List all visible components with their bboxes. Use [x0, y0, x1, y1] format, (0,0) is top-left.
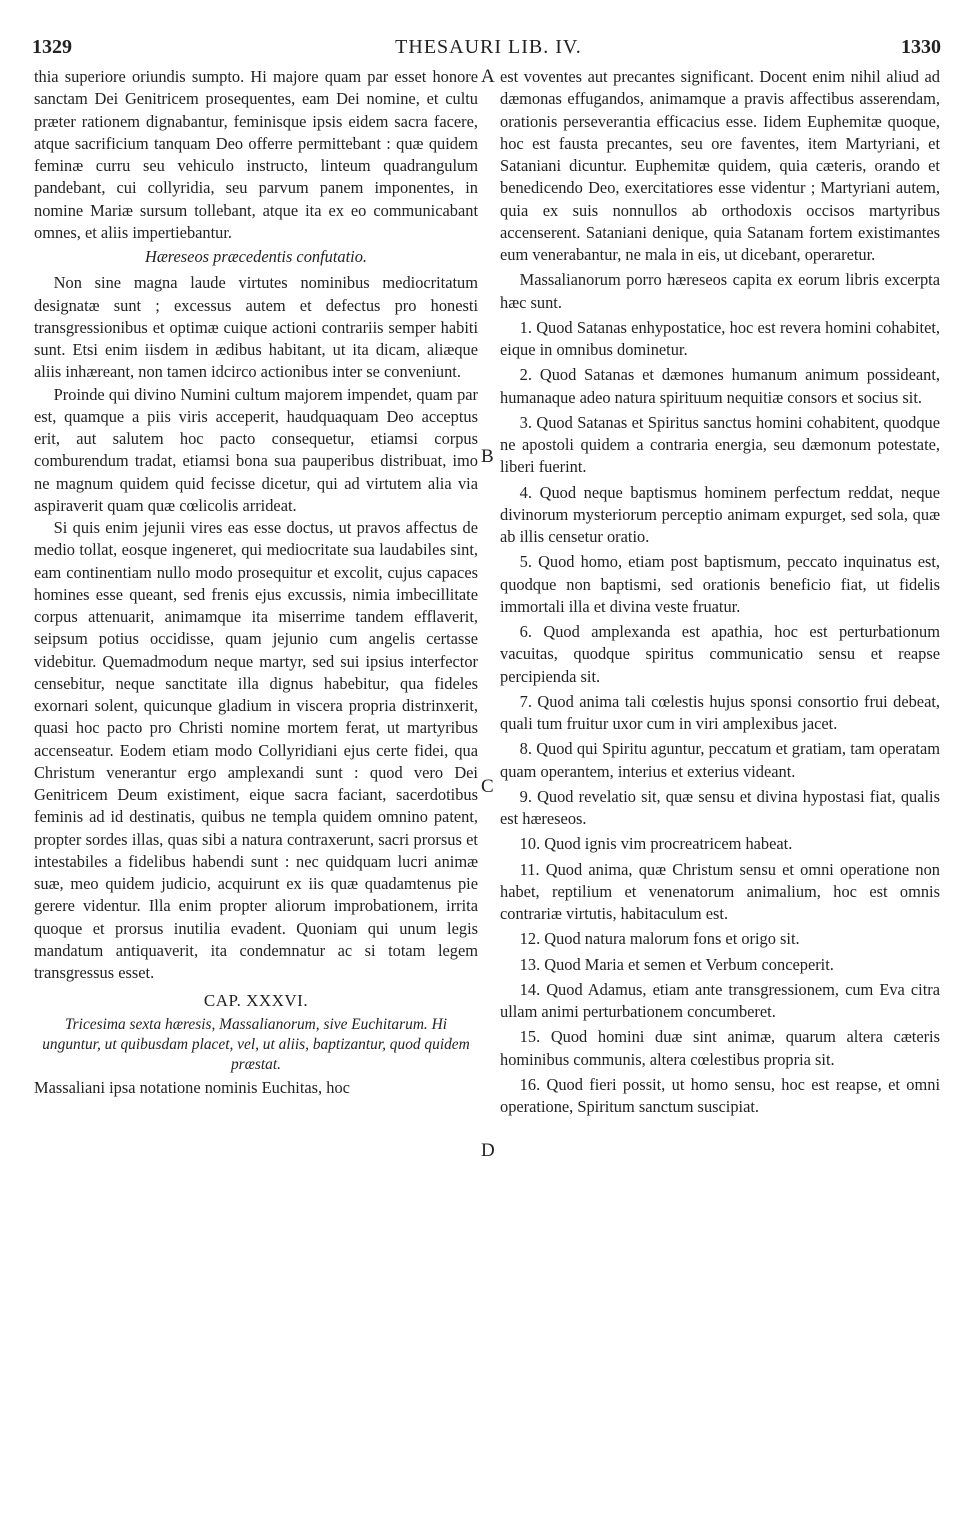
list-item: 16. Quod fieri possit, ut homo sensu, hoc est reapse, et omni operatione, Spiritum sanctum suscipiat.: [500, 1074, 940, 1116]
list-item: 14. Quod Adamus, etiam ante transgressionem, cum Eva citra ullam animi perturbationem concumberet.: [500, 979, 940, 1021]
section-heading: Hæreseos præcedentis confutatio.: [144, 247, 367, 266]
list-item: 9. Quod revelatio sit, quæ sensu et divina hypostasi fiat, qualis est hæreseos.: [500, 786, 940, 828]
list-item: 10. Quod ignis vim procreatricem habeat.: [519, 834, 793, 854]
margin-letter-a: A: [481, 66, 495, 87]
list-item: 1. Quod Satanas enhypostatice, hoc est revera homini cohabitet, eique in omnibus dominetur.: [500, 317, 940, 359]
list-item: 13. Quod Maria et semen et Verbum conceperit.: [519, 954, 834, 974]
paragraph: Non sine magna laude virtutes nominibus mediocritatum designatæ sunt ; excessus autem et defectus pro honesti transgressionibus et optimæ cuique actioni contrariis semper habiti sunt. Etsi enim iisdem in ædibus habitant, ut ita dicam, aliæque aliis inhæreant, non tamen idcirco actionibus inter se conveniunt.: [34, 273, 478, 382]
list-item: 8. Quod qui Spiritu aguntur, peccatum et gratiam, tam operatam quam operantem, interius et exterius videant.: [500, 739, 940, 781]
list-item: 11. Quod anima, quæ Christum sensu et omni operatione non habet, reptilium et venenatorum animalium, hoc est omnis contrariæ virtutis, habitaculum est.: [500, 859, 940, 923]
left-column: [34, 66, 478, 1099]
page-header: [0, 36, 977, 66]
paragraph: Proinde qui divino Numini cultum majorem impendet, quam par est, quamque a piis viris acceperit, haudquaquam Deo acceptus erit, aut salutem hoc pacto consequetur, etiamsi corpus comburendum tradat, etiamsi bona sua pauperibus distribuat, imo ne magnum quidem quid fecisse dicetur, qui ad virtutem alia via aspiraverit quam quæ cœlicolis arrideat.: [34, 384, 478, 515]
margin-letter-c: C: [481, 776, 494, 797]
right-column: [500, 66, 940, 1118]
list-item: 12. Quod natura malorum fons et origo sit.: [519, 929, 800, 949]
paragraph: Si quis enim jejunii vires eas esse doctus, ut pravos affectus de medio tollat, eosque ingeneret, qui mediocritate sua laudabiles sint, eam continentiam nullo modo prosequitur et excolit, cujus capaces homines esse queant, sed frenis ejus excussis, nimia imbecillitate corpus attenuarit, animamque ita miserrime tandem efflaverit, seipsum potius occidisse, quam jejunio cum angelis certasse videbitur. Quemadmodum neque martyr, sed sui ipsius interfector censebitur, neque sanctitate illa dignus habebitur, qua fideles exornari solent, quicunque gladium in viscera propria distrinxerit, quasi hoc pacto pro Christi nomine mortem ferat, ut martyribus accenseatur. Eodem etiam modo Collyridiani ejus certe fidei, qua Christum venerantur ergo amplexandi sunt : quod vero Dei Genitricem Deum existiment, eique sacra faciant, sacerdotibus feminis ad id destinatis, quibus ne templa quidem omnino patent, propter sordes illas, quas sibi a natura contraxerunt, sacri prorsus et intestabiles a fidelibus habendi sunt : nec quidquam lucri animæ suæ, meo quidem judicio, acquirunt ex iis quæ quadamtenus pie gerere videntur. Illa enim propter aliorum improbationem, irrita quoque et prorsus inutilia evadent. Quoniam qui unum legis mandatum antiquaverit, ita condemnatur ac si totam legem transgressus esset.: [34, 518, 478, 982]
list-item: 2. Quod Satanas et dæmones humanum animum possideant, humanaque adeo natura spirituum nequitiæ consors et socius sit.: [500, 365, 940, 407]
margin-letter-d: D: [481, 1140, 495, 1161]
right-page-number: 1330: [901, 36, 941, 58]
list-item: 15. Quod homini duæ sint animæ, quarum altera cæteris hominibus communis, altera cœlestibus propria sit.: [500, 1027, 940, 1069]
left-page-number: 1329: [32, 36, 72, 58]
chapter-subtitle: Tricesima sexta hæresis, Massalianorum, sive Euchitarum. Hi unguntur, ut quibusdam placet, vel, ut aliis, baptizantur, quod quidem præstat.: [42, 1015, 470, 1073]
margin-letter-b: B: [481, 446, 494, 467]
paragraph: est voventes aut precantes significant. Docent enim nihil aliud ad dæmonas effugandos, animamque a pravis affectibus asserendam, orationis perseverantia efficacius esse. Iidem Euphemitæ quoque, hoc est fausta precantes, seu ore faventes, item Martyriani, et Sataniani dicuntur. Euphemitæ quidem, quia cæteris, orando et benedicendo Deo, exercitatiores esse videntur ; Martyriani autem, quia ex suis nonnullos ab orthodoxis occisos martyribus accenserent. Sataniani denique, quia Satanam fortem existimantes eum venerabantur, ne mala in eis, ut dicebant, operaretur.: [500, 67, 940, 264]
paragraph: thia superiore oriundis sumpto. Hi majore quam par esset honore sanctam Dei Genitricem prosequentes, eam Dei nomine, et cultu præter rationem dignabantur, feminisque ipsis eidem sacra facere, atque sacrificium tanquam Deo offerre permittebant : quæ quidem feminæ curru seu vehiculo instructo, linteum quadrangulum pandebant, cui collyridia, seu parvum panem imponentes, in nomine Mariæ sursum tollebant, atque ita ex eo communicabant omnes, et aliis impertiebantur.: [34, 67, 478, 242]
running-title: THESAURI LIB. IV.: [395, 36, 582, 58]
list-item: 5. Quod homo, etiam post baptismum, peccato inquinatus est, quodque non baptismi, sed orationis beneficio fiat, ut fidelis immortali illa et divina veste fruatur.: [500, 552, 940, 616]
chapter-heading: CAP. XXXVI.: [203, 991, 309, 1011]
list-item: 7. Quod anima tali cœlestis hujus sponsi consortio frui debeat, quali tum fruitur uxor cum in viri amplexibus jacet.: [500, 691, 940, 733]
paragraph: Massalianorum porro hæreseos capita ex eorum libris excerpta hæc sunt.: [500, 270, 940, 312]
list-item: 4. Quod neque baptismus hominem perfectum reddat, neque divinorum mysteriorum perceptio animam expurget, sed sola, quæ ab illis censetur oratio.: [500, 482, 940, 546]
paragraph: Massaliani ipsa notatione nominis Euchitas, hoc: [34, 1077, 350, 1097]
list-item: 3. Quod Satanas et Spiritus sanctus homini cohabitent, quodque ne apostoli quidem a contraria energia, seu dæmonum potestate, liberi fuerint.: [500, 412, 940, 477]
list-item: 6. Quod amplexanda est apathia, hoc est perturbationum vacuitas, quodque spiritus communicatio sensu et reapse percipienda sit.: [500, 622, 940, 686]
